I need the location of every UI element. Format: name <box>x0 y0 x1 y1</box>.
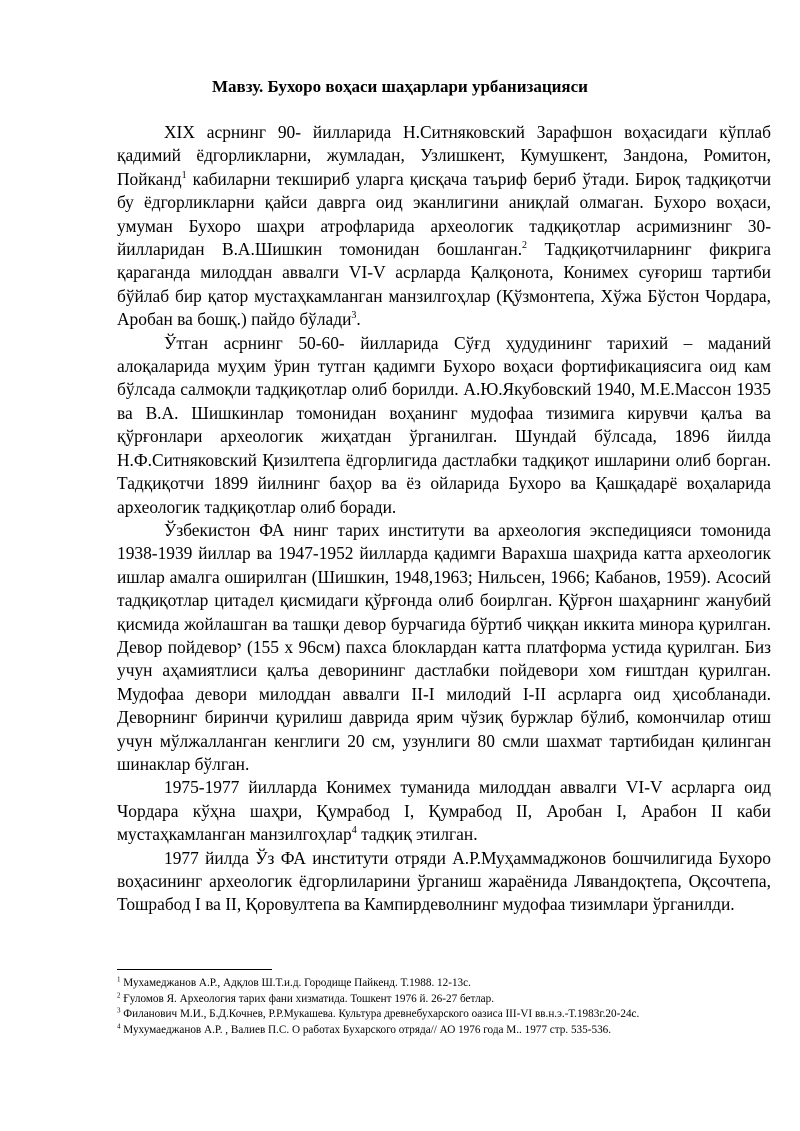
paragraph-4 <box>117 776 771 846</box>
footnote-ref-1: 1 <box>181 170 187 182</box>
paragraph-1-text-b: кабиларни текшириб уларга қисқача таъриф бериб ўтади. Бироқ тадқиқотчи бу ёдгорликларни қайси даврга оид эканлигини аниқлай олмаган. Бухоро воҳаси, умуман Бухоро шаҳри атрофларида археологик тадқиқотлар асримизнинг 30-йилларидан В.А.Шишкин томонидан бошланган. <box>117 168 771 260</box>
paragraph-1-text-d: . <box>356 309 361 330</box>
footnote-1 <box>117 976 732 992</box>
footnote-1-text: Мухамеджанов А.Р., Адқлов Ш.Т.и.д. Городище Пайкенд. Т.1988. 12-13с. <box>120 977 471 989</box>
paragraph-1 <box>117 121 771 332</box>
footnote-2-mark: 2 <box>117 990 121 999</box>
paragraph-5: 1977 йилда Ўз ФА институти отряди А.Р.Муҳаммаджонов бошчилигида Бухоро воҳасининг археологик ёдгорлиларини ўрганиш жараёнида Лявандоқтепа, Оқсочтепа, Тошрабод I ва II, Қоровултепа ва Кампирдеволнинг мудофаа тизимлари ўрганилди. <box>117 847 771 915</box>
footnote-3-mark: 3 <box>117 1006 121 1015</box>
paragraph-1-text-c: Тадқиқотчиларнинг фикрига қараганда милоддан аввалги VI-V асрларда Қалқонота, Конимех суғориш тартиби бўйлаб бир қатор мустаҳкамланган манзилгоҳлар (Қўзмонтепа, Хўжа Бўстон Чордара, Аробан ва бошқ.) пайдо бўлади <box>117 239 771 330</box>
footnote-3-text: Филанович М.И., Б.Д.Кочнев, Р.Р.Мукашева. Культура древнебухарского оазиса III-VI вв.н.э.-Т.1983г.20-24с. <box>120 1008 640 1021</box>
footnote-4-mark: 4 <box>117 1022 121 1031</box>
footnote-2-text: Ғуломов Я. Археология тарих фани хизматида. Тошкент 1976 й. 26-27 бетлар. <box>120 992 495 1005</box>
paragraph-1-text-a: XIX асрнинг 90- йилларида Н.Ситняковский Зарафшон воҳасидаги кўплаб қадимий ёдгорликларни, жумладан, Узлишкент, Кумушкент, Зандона, Ромитон, Пойканд <box>117 122 771 189</box>
footnote-2 <box>117 992 732 1008</box>
footnotes <box>117 976 732 1038</box>
footnote-3 <box>117 1007 732 1023</box>
document-body <box>117 121 771 917</box>
footnote-ref-2: 2 <box>522 240 528 252</box>
footnote-separator <box>117 969 272 970</box>
footnote-ref-4: 4 <box>351 825 357 837</box>
footnote-1-mark: 1 <box>117 975 121 984</box>
footnote-ref-3: 3 <box>351 310 357 322</box>
paragraph-4-text-a: 1975-1977 йилларда Конимех туманида милоддан аввалги VI-V асрларга оид Чордара кўҳна шаҳри, Қумрабод I, Қумрабод II, Аробан I, Арабон II каби мустаҳкамланган манзилгоҳлар <box>117 777 771 845</box>
paragraph-4-text-b: тадқиқ этилган. <box>356 824 478 845</box>
footnote-4 <box>117 1023 732 1039</box>
paragraph-3: Ўзбекистон ФА нинг тарих институти ва археология экспедицияси томонида 1938-1939 йиллар ва 1947-1952 йилларда қадимги Варахша шаҳрида катта археологик ишлар амалга оширилган (Шишкин, 1948,1963; Нильсен, 1966; Кабанов, 1959). Асосий тадқиқотлар цитадел қисмидаги қўрғонда олиб боирлган. Қўрғон шаҳарнинг жанубий қисмида жойлашган ва ташқи девор бурчагида бўртиб чиққан иккита минора қурилган. Девор пойдеворי (155 х 96см) пахса блоклардан катта платформа устида қурилган. Биз учун аҳамиятлиси қалъа деворининг дастлабки пойдевори хом ғиштдан қурилган. Мудофаа девори милоддан аввалги II-I милодий I-II асрларга оид ҳисобланади. Деворнинг биринчи қурилиш даврида ярим чўзиқ буржлар бўлиб, комончилар отиш учун мўлжалланган кенглиги 20 см, узунлиги 80 смли шахмат тартибидан қилинган шинаклар бўлган. <box>117 519 771 774</box>
paragraph-2: Ўтган асрнинг 50-60- йилларида Сўғд ҳудудининг тарихий – маданий алоқаларида муҳим ўрин тутган қадимги Бухоро воҳаси фортификациясига оид кам бўлсада салмоқли тадқиқотлар олиб борилди. А.Ю.Якубовский 1940, М.Е.Массон 1935 ва В.А. Шишкинлар томонидан воҳанинг мудофаа тизимига кирувчи қалъа ва қўрғонлари археологик жиҳатдан ўрганилган. Шундай бўлсада, 1896 йилда Н.Ф.Ситняковский Қизилтепа ёдгорлигида дастлабки тадқиқот ишларини олиб борган. Тадқиқотчи 1899 йилнинг баҳор ва ёз ойларида Бухоро ва Қашқадарё воҳаларида археологик тадқиқотлар олиб боради. <box>117 332 771 517</box>
document-title: Мавзу. Бухоро воҳаси шаҳарлари урбанизацияси <box>212 77 588 96</box>
footnote-4-text: Мухумаеджанов А.Р. , Валиев П.С. О работах Бухарского отряда// АО 1976 года М.. 1977 стр. 535-536. <box>120 1023 612 1036</box>
